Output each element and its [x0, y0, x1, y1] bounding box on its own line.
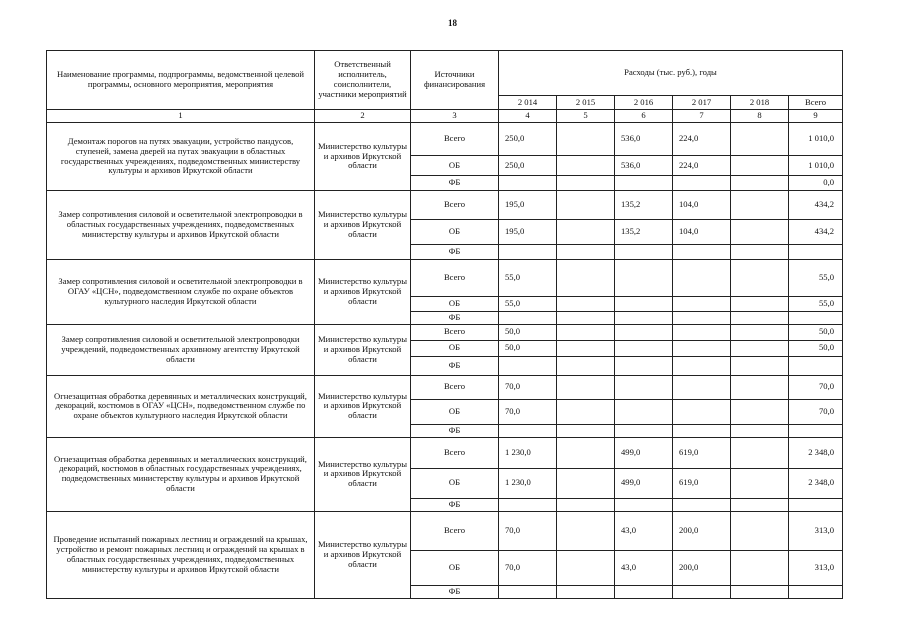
- value-total: 313,0: [789, 550, 843, 585]
- value-2018: [731, 585, 789, 598]
- value-2018: [731, 191, 789, 220]
- header-year: 2 015: [557, 96, 615, 110]
- table-row: [47, 437, 843, 468]
- value-2017: 104,0: [673, 191, 731, 220]
- value-2015: [557, 340, 615, 356]
- value-2014: 55,0: [499, 260, 557, 297]
- header-index-row: [47, 110, 843, 123]
- value-total: 2 348,0: [789, 468, 843, 498]
- measure-name: Огнезащитная обработка деревянных и металлических конструкций, декораций, костюмов в ОГАУ «ЦСН», подведомственном службе по охране объектов культурного наследия Иркутской области: [47, 375, 315, 437]
- value-2018: [731, 176, 789, 191]
- value-2015: [557, 437, 615, 468]
- table-body: [47, 123, 843, 599]
- value-2017: 200,0: [673, 511, 731, 550]
- value-2014: 195,0: [499, 191, 557, 220]
- value-2015: [557, 245, 615, 260]
- measure-name: Замер сопротивления силовой и осветительной электропроводки в ОГАУ «ЦСН», подведомственном службе по охране объектов культурного наследия Иркутской области: [47, 260, 315, 325]
- value-2018: [731, 245, 789, 260]
- source-cell: ОБ: [411, 399, 499, 424]
- value-total: 50,0: [789, 340, 843, 356]
- value-total: 1 010,0: [789, 123, 843, 156]
- value-total: 434,2: [789, 191, 843, 220]
- value-total: [789, 356, 843, 375]
- value-2016: [615, 260, 673, 297]
- measure-name: Проведение испытаний пожарных лестниц и ограждений на крышах, устройство и ремонт пожарных лестниц и ограждений на крышах в областных государственных учреждениях, подведомственных министерству культуры и архивов Иркутской области: [47, 511, 315, 598]
- value-total: 55,0: [789, 260, 843, 297]
- value-2014: [499, 356, 557, 375]
- value-2016: [615, 176, 673, 191]
- value-2014: 1 230,0: [499, 468, 557, 498]
- value-2016: 499,0: [615, 468, 673, 498]
- value-2016: [615, 324, 673, 340]
- value-2016: 536,0: [615, 156, 673, 176]
- source-cell: ФБ: [411, 424, 499, 437]
- value-2017: 200,0: [673, 550, 731, 585]
- index-cell: 9: [789, 110, 843, 123]
- measure-name: Замер сопротивления силовой и осветительной электропроводки учреждений, подведомственных архивному агентству Иркутской области: [47, 324, 315, 375]
- header-year: 2 014: [499, 96, 557, 110]
- header-year-total: Всего: [789, 96, 843, 110]
- value-2016: 43,0: [615, 550, 673, 585]
- value-2014: 70,0: [499, 375, 557, 399]
- value-2015: [557, 123, 615, 156]
- value-2016: [615, 399, 673, 424]
- source-cell: ОБ: [411, 340, 499, 356]
- responsible-executor: Министерство культуры и архивов Иркутской области: [315, 324, 411, 375]
- source-cell: ОБ: [411, 468, 499, 498]
- value-total: [789, 424, 843, 437]
- value-total: [789, 585, 843, 598]
- value-2018: [731, 356, 789, 375]
- value-total: 55,0: [789, 297, 843, 312]
- value-2014: 195,0: [499, 220, 557, 245]
- value-2014: 1 230,0: [499, 437, 557, 468]
- value-2015: [557, 511, 615, 550]
- value-2016: [615, 585, 673, 598]
- value-total: 0,0: [789, 176, 843, 191]
- value-total: 1 010,0: [789, 156, 843, 176]
- source-cell: ФБ: [411, 312, 499, 325]
- source-cell: ФБ: [411, 356, 499, 375]
- index-cell: 5: [557, 110, 615, 123]
- measure-name: Огнезащитная обработка деревянных и металлических конструкций, декораций, костюмов в областных государственных учреждениях, подведомственных министерству культуры и архивов Иркутской области: [47, 437, 315, 511]
- value-2017: [673, 176, 731, 191]
- value-2017: [673, 245, 731, 260]
- source-cell: Всего: [411, 260, 499, 297]
- source-cell: ФБ: [411, 245, 499, 260]
- value-2017: [673, 324, 731, 340]
- value-2016: [615, 340, 673, 356]
- value-2016: 43,0: [615, 511, 673, 550]
- value-2016: [615, 297, 673, 312]
- value-2014: 50,0: [499, 340, 557, 356]
- header-name-col: Наименование программы, подпрограммы, ведомственной целевой программы, основного мероприятия, мероприятия: [47, 51, 315, 110]
- value-total: 70,0: [789, 375, 843, 399]
- value-2015: [557, 297, 615, 312]
- value-2016: [615, 424, 673, 437]
- value-2017: [673, 340, 731, 356]
- value-2018: [731, 260, 789, 297]
- index-cell: 1: [47, 110, 315, 123]
- header-year: 2 017: [673, 96, 731, 110]
- value-2017: [673, 297, 731, 312]
- value-2014: [499, 498, 557, 511]
- value-2018: [731, 437, 789, 468]
- value-2016: [615, 356, 673, 375]
- responsible-executor: Министерство культуры и архивов Иркутской области: [315, 375, 411, 437]
- source-cell: ФБ: [411, 585, 499, 598]
- source-cell: ОБ: [411, 220, 499, 245]
- value-2015: [557, 550, 615, 585]
- value-2014: [499, 312, 557, 325]
- value-2018: [731, 550, 789, 585]
- value-2016: 499,0: [615, 437, 673, 468]
- value-2017: [673, 585, 731, 598]
- value-total: 434,2: [789, 220, 843, 245]
- responsible-executor: Министерство культуры и архивов Иркутской области: [315, 437, 411, 511]
- value-total: 313,0: [789, 511, 843, 550]
- value-2015: [557, 399, 615, 424]
- value-2014: [499, 176, 557, 191]
- source-cell: ОБ: [411, 156, 499, 176]
- table-row: [47, 324, 843, 340]
- source-cell: Всего: [411, 123, 499, 156]
- header-year: 2 016: [615, 96, 673, 110]
- value-2018: [731, 511, 789, 550]
- value-2015: [557, 468, 615, 498]
- value-2014: 250,0: [499, 156, 557, 176]
- value-2014: [499, 585, 557, 598]
- value-2017: 104,0: [673, 220, 731, 245]
- value-total: 2 348,0: [789, 437, 843, 468]
- value-total: [789, 312, 843, 325]
- source-cell: Всего: [411, 191, 499, 220]
- value-2015: [557, 191, 615, 220]
- value-2015: [557, 220, 615, 245]
- index-cell: 4: [499, 110, 557, 123]
- value-2018: [731, 340, 789, 356]
- header-sources-col: Источники финансирования: [411, 51, 499, 110]
- value-2014: [499, 424, 557, 437]
- table-row: [47, 260, 843, 297]
- budget-table: [46, 50, 843, 599]
- index-cell: 3: [411, 110, 499, 123]
- value-2018: [731, 312, 789, 325]
- measure-name: Замер сопротивления силовой и осветительной электропроводки в областных государственных учреждениях, подведомственных министерству культуры и архивов Иркутской области: [47, 191, 315, 260]
- source-cell: ФБ: [411, 176, 499, 191]
- value-2014: 50,0: [499, 324, 557, 340]
- source-cell: Всего: [411, 324, 499, 340]
- value-2015: [557, 424, 615, 437]
- value-2014: 70,0: [499, 399, 557, 424]
- value-2018: [731, 220, 789, 245]
- value-2017: [673, 399, 731, 424]
- source-cell: ОБ: [411, 297, 499, 312]
- header-expenses-col: Расходы (тыс. руб.), годы: [499, 51, 843, 96]
- source-cell: ФБ: [411, 498, 499, 511]
- value-2018: [731, 375, 789, 399]
- header-year: 2 018: [731, 96, 789, 110]
- source-cell: ОБ: [411, 550, 499, 585]
- value-2015: [557, 375, 615, 399]
- value-2016: 135,2: [615, 220, 673, 245]
- value-2018: [731, 498, 789, 511]
- value-2016: 135,2: [615, 191, 673, 220]
- value-2017: [673, 498, 731, 511]
- value-2016: [615, 498, 673, 511]
- value-2015: [557, 312, 615, 325]
- value-2018: [731, 399, 789, 424]
- responsible-executor: Министерство культуры и архивов Иркутской области: [315, 511, 411, 598]
- measure-name: Демонтаж порогов на путях эвакуации, устройство пандусов, ступеней, замена дверей на путах эвакуации в областных государственных учреждениях, подведомственных министерству культуры и архивов Иркутской области: [47, 123, 315, 191]
- value-2018: [731, 424, 789, 437]
- value-total: [789, 498, 843, 511]
- value-2018: [731, 324, 789, 340]
- responsible-executor: Министерство культуры и архивов Иркутской области: [315, 260, 411, 325]
- value-total: 70,0: [789, 399, 843, 424]
- value-2015: [557, 176, 615, 191]
- table-row: [47, 123, 843, 156]
- index-cell: 8: [731, 110, 789, 123]
- page-number: 18: [448, 18, 457, 28]
- value-total: 50,0: [789, 324, 843, 340]
- value-2014: 70,0: [499, 511, 557, 550]
- value-2018: [731, 297, 789, 312]
- value-2018: [731, 468, 789, 498]
- source-cell: Всего: [411, 375, 499, 399]
- value-2016: [615, 375, 673, 399]
- table-row: [47, 375, 843, 399]
- value-2015: [557, 498, 615, 511]
- index-cell: 2: [315, 110, 411, 123]
- source-cell: Всего: [411, 437, 499, 468]
- value-2014: 70,0: [499, 550, 557, 585]
- value-2017: 224,0: [673, 123, 731, 156]
- value-2014: 55,0: [499, 297, 557, 312]
- source-cell: Всего: [411, 511, 499, 550]
- value-2015: [557, 324, 615, 340]
- value-2017: [673, 424, 731, 437]
- value-2016: 536,0: [615, 123, 673, 156]
- index-cell: 7: [673, 110, 731, 123]
- value-2016: [615, 312, 673, 325]
- value-2017: [673, 312, 731, 325]
- value-2014: 250,0: [499, 123, 557, 156]
- value-2017: 224,0: [673, 156, 731, 176]
- header-row: [47, 51, 843, 96]
- value-2017: 619,0: [673, 437, 731, 468]
- value-2014: [499, 245, 557, 260]
- value-2015: [557, 356, 615, 375]
- value-2015: [557, 585, 615, 598]
- value-2017: 619,0: [673, 468, 731, 498]
- value-2015: [557, 260, 615, 297]
- value-2016: [615, 245, 673, 260]
- value-2017: [673, 260, 731, 297]
- header-responsible-col: Ответственный исполнитель, соисполнители, участники мероприятий: [315, 51, 411, 110]
- table-row: [47, 191, 843, 220]
- value-2018: [731, 156, 789, 176]
- value-2018: [731, 123, 789, 156]
- value-2017: [673, 356, 731, 375]
- value-2017: [673, 375, 731, 399]
- table-row: [47, 511, 843, 550]
- responsible-executor: Министерство культуры и архивов Иркутской области: [315, 123, 411, 191]
- value-2015: [557, 156, 615, 176]
- index-cell: 6: [615, 110, 673, 123]
- value-total: [789, 245, 843, 260]
- responsible-executor: Министерство культуры и архивов Иркутской области: [315, 191, 411, 260]
